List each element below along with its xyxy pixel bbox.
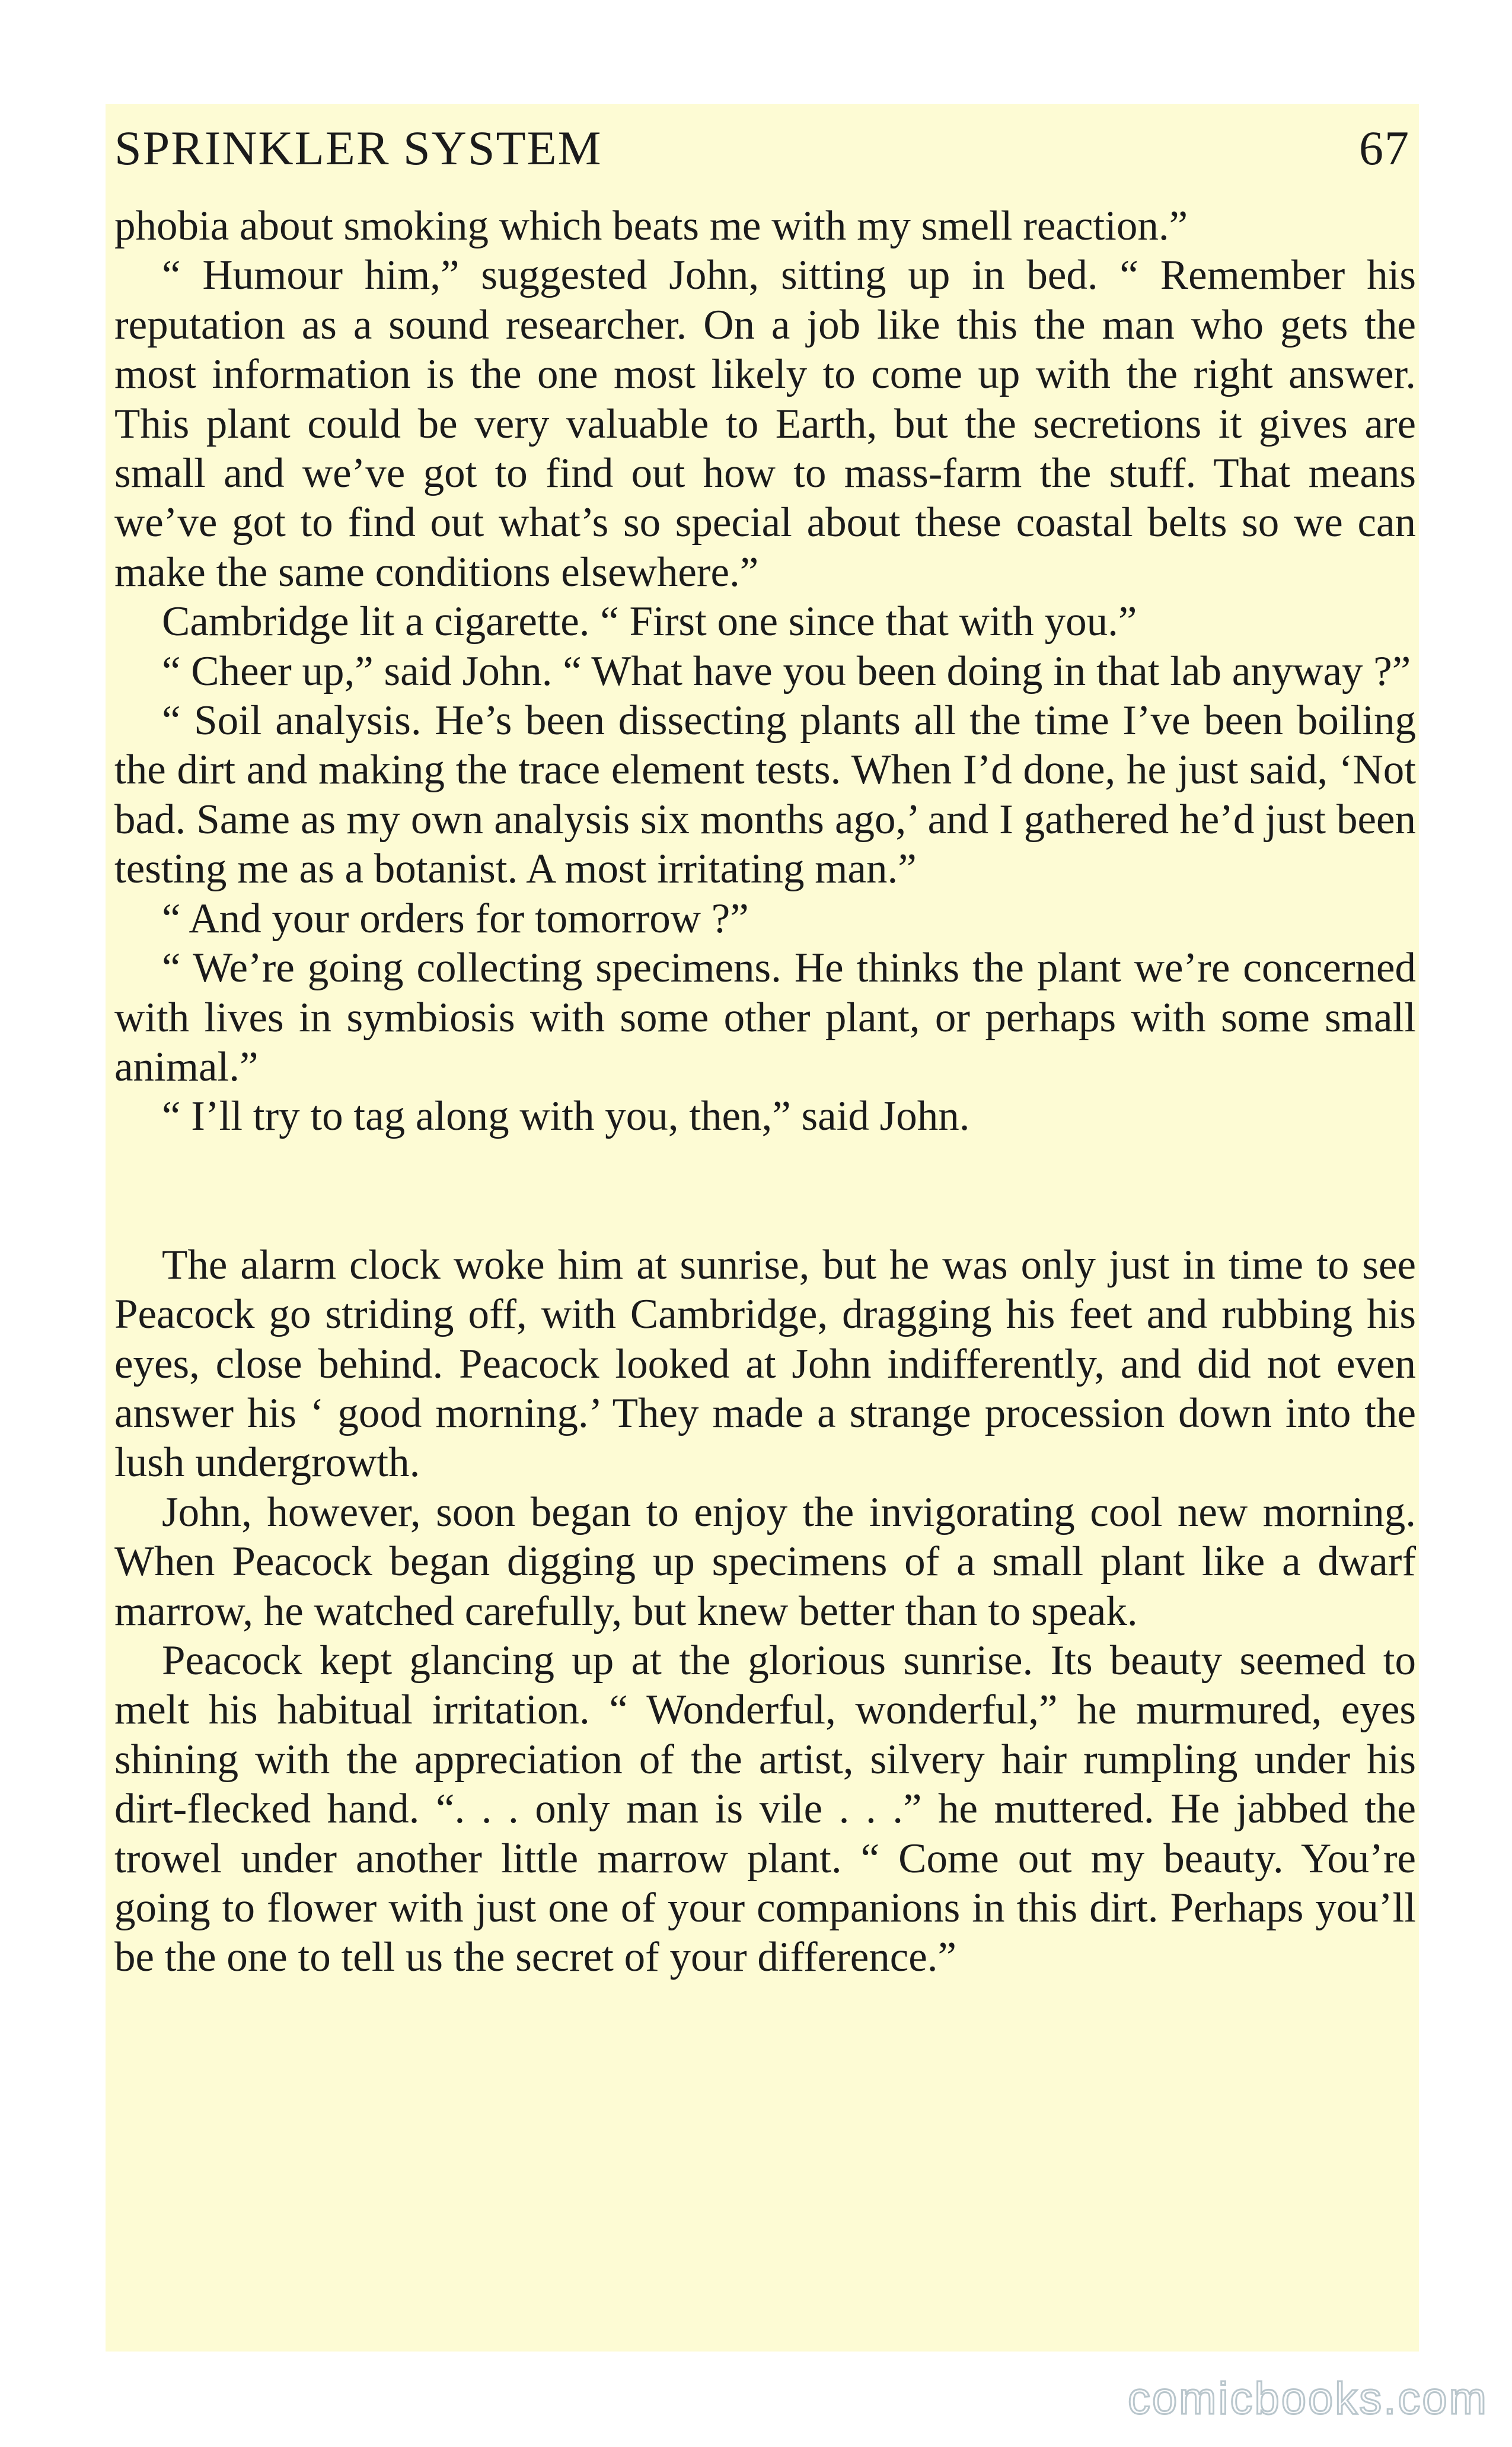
book-page xyxy=(106,104,1419,2352)
section-break xyxy=(114,1142,1416,1241)
body-text xyxy=(114,202,1416,1983)
running-head xyxy=(114,116,1410,181)
paragraph: John, however, soon began to enjoy the invigorating cool new morning. When Peacock began digging up specimens of a small plant like a dwarf marrow, he watched carefully, but knew better than to speak. xyxy=(114,1489,1416,1634)
page-number: 67 xyxy=(1359,121,1410,175)
paragraph: phobia about smoking which beats me with my smell reaction.” xyxy=(114,203,1188,249)
paragraph: “ I’ll try to tag along with you, then,” said John. xyxy=(162,1093,970,1140)
paragraph: Peacock kept glancing up at the glorious sunrise. Its beauty seemed to melt his habitual irritation. “ Wonderful, wonderful,” he murmured, eyes shining with the appreciation of the artist, silvery hair rumpling under his dirt-flecked hand. “. . . only man is vile . . .” he muttered. He jabbed the trowel under another little marrow plant. “ Come out my beauty. You’re going to flower with just one of your companions in this dirt. Perhaps you’ll be the one to tell us the secret of your difference.” xyxy=(114,1637,1416,1981)
paragraph: The alarm clock woke him at sunrise, but he was only just in time to see Peacock go striding off, with Cambridge, dragging his feet and rubbing his eyes, close behind. Peacock looked at John indifferently, and did not even answer his ‘ good morning.’ They made a strange procession down into the lush undergrowth. xyxy=(114,1241,1416,1486)
paragraph: “ Cheer up,” said John. “ What have you been doing in that lab anyway ?” xyxy=(162,648,1411,694)
paragraph: “ And your orders for tomorrow ?” xyxy=(162,895,749,942)
paragraph: “ Soil analysis. He’s been dissecting plants all the time I’ve been boiling the dirt and making the trace element tests. When I’d done, he just said, ‘Not bad. Same as my own analysis six months ago,’ and I gathered he’d just been testing me as a botanist. A most irritating man.” xyxy=(114,697,1416,893)
paragraph: “ Humour him,” suggested John, sitting up in bed. “ Remember his reputation as a sound researcher. On a job like this the man who gets the most information is the one most likely to come up with the right answer. This plant could be very valuable to Earth, but the secretions it gives are small and we’ve got to find out how to mass-farm the stuff. That means we’ve got to find out what’s so special about these coastal belts so we can make the same conditions elsewhere.” xyxy=(114,252,1416,595)
paragraph: Cambridge lit a cigarette. “ First one since that with you.” xyxy=(162,598,1137,645)
watermark-logo: comicbooks.com xyxy=(1128,2373,1488,2424)
running-head-title: SPRINKLER SYSTEM xyxy=(114,121,602,175)
paragraph: “ We’re going collecting specimens. He thinks the plant we’re concerned with lives in symbiosis with some other plant, or perhaps with some small animal.” xyxy=(114,945,1416,1090)
